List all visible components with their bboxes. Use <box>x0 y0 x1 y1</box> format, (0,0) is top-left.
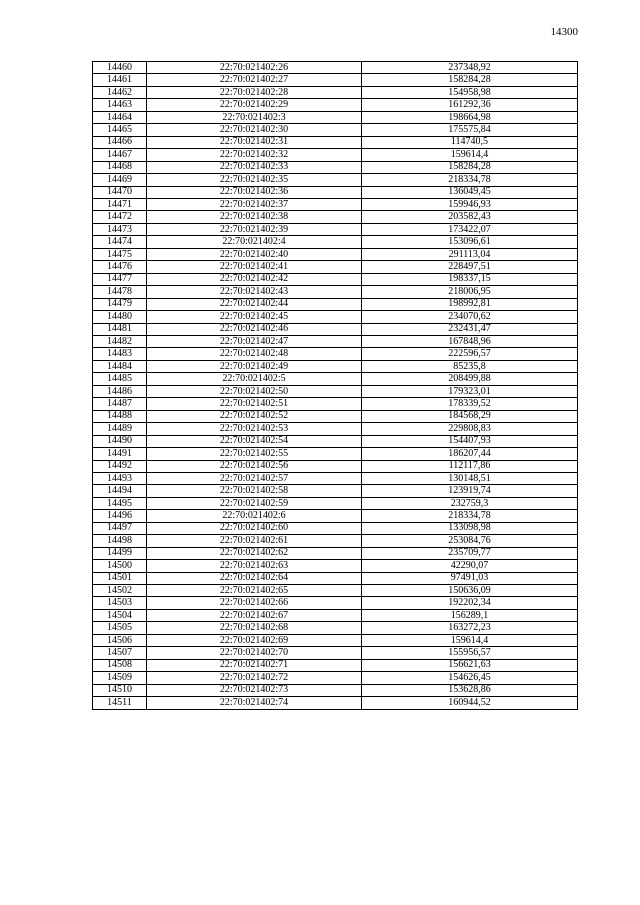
row-number-cell: 14460 <box>93 62 147 74</box>
table-row <box>93 360 578 372</box>
value-cell: 291113,04 <box>362 248 578 260</box>
row-number-cell: 14499 <box>93 547 147 559</box>
table-row <box>93 485 578 497</box>
value-cell: 97491,03 <box>362 572 578 584</box>
value-cell: 155956,57 <box>362 647 578 659</box>
cadastral-number-cell: 22:70:021402:61 <box>147 535 362 547</box>
cadastral-number-cell: 22:70:021402:50 <box>147 385 362 397</box>
value-cell: 198992,81 <box>362 298 578 310</box>
value-cell: 159946,93 <box>362 198 578 210</box>
table-row <box>93 261 578 273</box>
row-number-cell: 14491 <box>93 448 147 460</box>
value-cell: 222596,57 <box>362 348 578 360</box>
cadastral-number-cell: 22:70:021402:56 <box>147 460 362 472</box>
table-row <box>93 659 578 671</box>
value-cell: 184568,29 <box>362 410 578 422</box>
cadastral-number-cell: 22:70:021402:48 <box>147 348 362 360</box>
table-row <box>93 423 578 435</box>
table-row <box>93 323 578 335</box>
table-row <box>93 211 578 223</box>
value-cell: 253084,76 <box>362 535 578 547</box>
table-row <box>93 410 578 422</box>
value-cell: 156621,63 <box>362 659 578 671</box>
value-cell: 42290,07 <box>362 560 578 572</box>
row-number-cell: 14500 <box>93 560 147 572</box>
table-row <box>93 472 578 484</box>
row-number-cell: 14501 <box>93 572 147 584</box>
row-number-cell: 14477 <box>93 273 147 285</box>
value-cell: 136049,45 <box>362 186 578 198</box>
value-cell: 192202,34 <box>362 597 578 609</box>
row-number-cell: 14483 <box>93 348 147 360</box>
row-number-cell: 14482 <box>93 335 147 347</box>
value-cell: 159614,4 <box>362 634 578 646</box>
table-row <box>93 373 578 385</box>
table-row <box>93 572 578 584</box>
cadastral-number-cell: 22:70:021402:28 <box>147 86 362 98</box>
cadastral-number-cell: 22:70:021402:27 <box>147 74 362 86</box>
cadastral-number-cell: 22:70:021402:33 <box>147 161 362 173</box>
value-cell: 154407,93 <box>362 435 578 447</box>
row-number-cell: 14487 <box>93 398 147 410</box>
cadastral-number-cell: 22:70:021402:68 <box>147 622 362 634</box>
cadastral-number-cell: 22:70:021402:36 <box>147 186 362 198</box>
value-cell: 154626,45 <box>362 672 578 684</box>
row-number-cell: 14474 <box>93 236 147 248</box>
row-number-cell: 14493 <box>93 472 147 484</box>
cadastral-number-cell: 22:70:021402:65 <box>147 585 362 597</box>
table-row <box>93 510 578 522</box>
table-row <box>93 634 578 646</box>
cadastral-number-cell: 22:70:021402:55 <box>147 448 362 460</box>
row-number-cell: 14484 <box>93 360 147 372</box>
data-table <box>92 61 578 710</box>
table-row <box>93 448 578 460</box>
table-row <box>93 311 578 323</box>
value-cell: 150636,09 <box>362 585 578 597</box>
table-row <box>93 385 578 397</box>
table-row <box>93 124 578 136</box>
table-row <box>93 497 578 509</box>
cadastral-number-cell: 22:70:021402:69 <box>147 634 362 646</box>
cadastral-number-cell: 22:70:021402:59 <box>147 497 362 509</box>
table-row <box>93 609 578 621</box>
table-row <box>93 149 578 161</box>
cadastral-number-cell: 22:70:021402:38 <box>147 211 362 223</box>
table-row <box>93 62 578 74</box>
row-number-cell: 14502 <box>93 585 147 597</box>
cadastral-number-cell: 22:70:021402:44 <box>147 298 362 310</box>
cadastral-number-cell: 22:70:021402:58 <box>147 485 362 497</box>
table-row <box>93 348 578 360</box>
row-number-cell: 14464 <box>93 111 147 123</box>
table-row <box>93 236 578 248</box>
cadastral-number-cell: 22:70:021402:72 <box>147 672 362 684</box>
value-cell: 158284,28 <box>362 74 578 86</box>
row-number-cell: 14506 <box>93 634 147 646</box>
value-cell: 163272,23 <box>362 622 578 634</box>
value-cell: 167848,96 <box>362 335 578 347</box>
cadastral-number-cell: 22:70:021402:60 <box>147 522 362 534</box>
value-cell: 237348,92 <box>362 62 578 74</box>
cadastral-number-cell: 22:70:021402:74 <box>147 697 362 709</box>
cadastral-number-cell: 22:70:021402:63 <box>147 560 362 572</box>
cadastral-number-cell: 22:70:021402:41 <box>147 261 362 273</box>
row-number-cell: 14511 <box>93 697 147 709</box>
value-cell: 178339,52 <box>362 398 578 410</box>
table-row <box>93 672 578 684</box>
cadastral-number-cell: 22:70:021402:40 <box>147 248 362 260</box>
cadastral-number-cell: 22:70:021402:49 <box>147 360 362 372</box>
value-cell: 112117,86 <box>362 460 578 472</box>
cadastral-number-cell: 22:70:021402:71 <box>147 659 362 671</box>
table-row <box>93 560 578 572</box>
value-cell: 123919,74 <box>362 485 578 497</box>
table-row <box>93 298 578 310</box>
cadastral-number-cell: 22:70:021402:3 <box>147 111 362 123</box>
row-number-cell: 14461 <box>93 74 147 86</box>
table-row <box>93 522 578 534</box>
row-number-cell: 14480 <box>93 311 147 323</box>
value-cell: 235709,77 <box>362 547 578 559</box>
value-cell: 208499,88 <box>362 373 578 385</box>
cadastral-number-cell: 22:70:021402:45 <box>147 311 362 323</box>
row-number-cell: 14505 <box>93 622 147 634</box>
table-row <box>93 535 578 547</box>
row-number-cell: 14488 <box>93 410 147 422</box>
table-row <box>93 585 578 597</box>
row-number-cell: 14504 <box>93 609 147 621</box>
row-number-cell: 14498 <box>93 535 147 547</box>
cadastral-number-cell: 22:70:021402:51 <box>147 398 362 410</box>
cadastral-number-cell: 22:70:021402:46 <box>147 323 362 335</box>
table-row <box>93 174 578 186</box>
row-number-cell: 14462 <box>93 86 147 98</box>
value-cell: 154958,98 <box>362 86 578 98</box>
row-number-cell: 14463 <box>93 99 147 111</box>
table-row <box>93 622 578 634</box>
value-cell: 179323,01 <box>362 385 578 397</box>
table-row <box>93 460 578 472</box>
table-row <box>93 597 578 609</box>
value-cell: 158284,28 <box>362 161 578 173</box>
row-number-cell: 14496 <box>93 510 147 522</box>
cadastral-number-cell: 22:70:021402:4 <box>147 236 362 248</box>
value-cell: 203582,43 <box>362 211 578 223</box>
value-cell: 186207,44 <box>362 448 578 460</box>
page-number: 14300 <box>550 26 578 38</box>
value-cell: 198337,15 <box>362 273 578 285</box>
cadastral-number-cell: 22:70:021402:70 <box>147 647 362 659</box>
value-cell: 130148,51 <box>362 472 578 484</box>
table-row <box>93 547 578 559</box>
row-number-cell: 14495 <box>93 497 147 509</box>
cadastral-number-cell: 22:70:021402:57 <box>147 472 362 484</box>
value-cell: 85235,8 <box>362 360 578 372</box>
table-row <box>93 273 578 285</box>
cadastral-number-cell: 22:70:021402:66 <box>147 597 362 609</box>
row-number-cell: 14508 <box>93 659 147 671</box>
table-row <box>93 111 578 123</box>
value-cell: 232431,47 <box>362 323 578 335</box>
value-cell: 218006,95 <box>362 286 578 298</box>
value-cell: 234070,62 <box>362 311 578 323</box>
value-cell: 159614,4 <box>362 149 578 161</box>
cadastral-number-cell: 22:70:021402:39 <box>147 223 362 235</box>
cadastral-number-cell: 22:70:021402:47 <box>147 335 362 347</box>
row-number-cell: 14490 <box>93 435 147 447</box>
table-row <box>93 647 578 659</box>
table-row <box>93 286 578 298</box>
value-cell: 114740,5 <box>362 136 578 148</box>
cadastral-number-cell: 22:70:021402:35 <box>147 174 362 186</box>
row-number-cell: 14507 <box>93 647 147 659</box>
cadastral-number-cell: 22:70:021402:53 <box>147 423 362 435</box>
table-row <box>93 335 578 347</box>
cadastral-number-cell: 22:70:021402:31 <box>147 136 362 148</box>
table-row <box>93 186 578 198</box>
table-row <box>93 223 578 235</box>
row-number-cell: 14476 <box>93 261 147 273</box>
row-number-cell: 14486 <box>93 385 147 397</box>
cadastral-number-cell: 22:70:021402:73 <box>147 684 362 696</box>
value-cell: 175575,84 <box>362 124 578 136</box>
value-cell: 218334,78 <box>362 510 578 522</box>
value-cell: 156289,1 <box>362 609 578 621</box>
row-number-cell: 14509 <box>93 672 147 684</box>
row-number-cell: 14475 <box>93 248 147 260</box>
table-body <box>93 62 578 710</box>
cadastral-number-cell: 22:70:021402:37 <box>147 198 362 210</box>
table-row <box>93 198 578 210</box>
row-number-cell: 14481 <box>93 323 147 335</box>
value-cell: 160944,52 <box>362 697 578 709</box>
table-row <box>93 99 578 111</box>
row-number-cell: 14492 <box>93 460 147 472</box>
value-cell: 198664,98 <box>362 111 578 123</box>
value-cell: 228497,51 <box>362 261 578 273</box>
cadastral-number-cell: 22:70:021402:32 <box>147 149 362 161</box>
table-row <box>93 86 578 98</box>
row-number-cell: 14473 <box>93 223 147 235</box>
value-cell: 161292,36 <box>362 99 578 111</box>
table-row <box>93 136 578 148</box>
cadastral-number-cell: 22:70:021402:6 <box>147 510 362 522</box>
cadastral-number-cell: 22:70:021402:67 <box>147 609 362 621</box>
row-number-cell: 14510 <box>93 684 147 696</box>
table-row <box>93 161 578 173</box>
row-number-cell: 14497 <box>93 522 147 534</box>
row-number-cell: 14465 <box>93 124 147 136</box>
cadastral-number-cell: 22:70:021402:43 <box>147 286 362 298</box>
cadastral-number-cell: 22:70:021402:62 <box>147 547 362 559</box>
row-number-cell: 14467 <box>93 149 147 161</box>
cadastral-number-cell: 22:70:021402:26 <box>147 62 362 74</box>
row-number-cell: 14472 <box>93 211 147 223</box>
table-row <box>93 684 578 696</box>
value-cell: 173422,07 <box>362 223 578 235</box>
row-number-cell: 14503 <box>93 597 147 609</box>
cadastral-number-cell: 22:70:021402:52 <box>147 410 362 422</box>
row-number-cell: 14489 <box>93 423 147 435</box>
value-cell: 218334,78 <box>362 174 578 186</box>
cadastral-number-cell: 22:70:021402:42 <box>147 273 362 285</box>
cadastral-number-cell: 22:70:021402:30 <box>147 124 362 136</box>
row-number-cell: 14479 <box>93 298 147 310</box>
table-row <box>93 248 578 260</box>
table-row <box>93 697 578 709</box>
cadastral-number-cell: 22:70:021402:64 <box>147 572 362 584</box>
cadastral-number-cell: 22:70:021402:5 <box>147 373 362 385</box>
value-cell: 153628,86 <box>362 684 578 696</box>
row-number-cell: 14494 <box>93 485 147 497</box>
value-cell: 232759,3 <box>362 497 578 509</box>
table-row <box>93 74 578 86</box>
row-number-cell: 14471 <box>93 198 147 210</box>
cadastral-number-cell: 22:70:021402:54 <box>147 435 362 447</box>
row-number-cell: 14469 <box>93 174 147 186</box>
row-number-cell: 14466 <box>93 136 147 148</box>
value-cell: 153096,61 <box>362 236 578 248</box>
value-cell: 229808,83 <box>362 423 578 435</box>
table-row <box>93 398 578 410</box>
value-cell: 133098,98 <box>362 522 578 534</box>
cadastral-number-cell: 22:70:021402:29 <box>147 99 362 111</box>
row-number-cell: 14485 <box>93 373 147 385</box>
row-number-cell: 14478 <box>93 286 147 298</box>
row-number-cell: 14470 <box>93 186 147 198</box>
row-number-cell: 14468 <box>93 161 147 173</box>
table-row <box>93 435 578 447</box>
